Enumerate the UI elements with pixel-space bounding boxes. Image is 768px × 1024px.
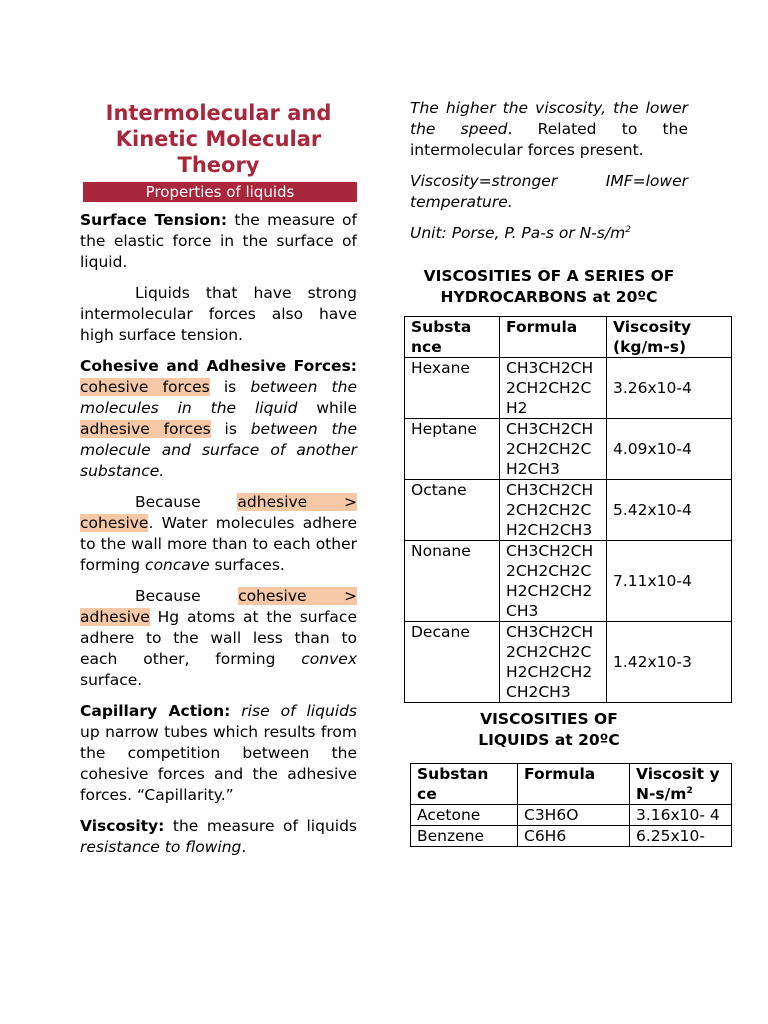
text-fragment: up narrow tubes which results from the competition between the cohesive forces and the adhesive forces. “Capillarity.” [80,723,357,804]
capillary-def: rise of liquids [230,702,357,720]
hydrocarbons-table [404,316,732,703]
concave-term: concave [145,556,210,574]
text-fragment: while [297,399,358,417]
cell-substance: Nonane [405,541,500,622]
resistance-term: resistance to flowing [80,838,242,856]
cell-substance: Acetone [411,805,518,826]
cell-substance: Decane [405,622,500,703]
table-row [405,358,732,419]
cell-viscosity: 3.16x10- 4 [630,805,732,826]
table-row [405,541,732,622]
adhesive-def: between the molecule and surface of another substance. [80,420,357,480]
column-header-substance: Substan ce [411,764,518,805]
cohesive-def: between the molecules in the liquid [80,378,357,417]
cell-substance: Heptane [405,419,500,480]
text-fragment: Unit: Porse, P. Pa-s or N-s/m [410,224,626,242]
column-header-substance: Substa nce [405,317,500,358]
cell-viscosity: 5.42x10-4 [607,480,732,541]
higher-viscosity-paragraph [410,98,688,161]
table-header-row [411,764,732,805]
cohesive-adhesive-paragraph [80,356,357,482]
text-fragment: Because [135,493,238,511]
cell-viscosity: 4.09x10-4 [607,419,732,480]
text-fragment: Viscosit y N-s/m [636,765,720,803]
unit-line [410,223,688,244]
cell-viscosity: 3.26x10-4 [607,358,732,419]
table-row [405,622,732,703]
left-column [80,100,357,868]
cell-formula: C3H6O [518,805,630,826]
surface-tension-term: Surface Tension: [80,211,228,229]
table-row [405,419,732,480]
cell-substance: Benzene [411,826,518,847]
cell-viscosity: 6.25x10- [630,826,732,847]
text-fragment: the measure of liquids [164,817,357,835]
viscosity-equation [410,171,688,213]
column-header-formula: Formula [518,764,630,805]
convex-term: convex [301,650,357,668]
section-banner: Properties of liquids [83,182,357,202]
because-cohesive-paragraph [80,586,357,691]
viscosity-term: Viscosity: [80,817,165,835]
text-fragment: Hg atoms at the surface adhere to the wall less than to each other, forming [80,608,357,668]
text-fragment: . [241,838,247,856]
cohesive-gt-adhesive-highlight: cohesive > adhesive [80,587,357,626]
surface-tension-paragraph [80,210,357,273]
text-fragment: surface. [80,671,143,689]
table-row [405,480,732,541]
text-fragment: . Related to the intermolecular forces present. [410,120,688,159]
strong-imf-paragraph: Liquids that have strong intermolecular forces also have high surface tension. [80,284,357,344]
adhesive-forces-highlight: adhesive forces [80,420,211,438]
capillary-paragraph [80,701,357,806]
adhesive-gt-cohesive-highlight: adhesive > cohesive [80,493,357,532]
cell-viscosity: 1.42x10-3 [607,622,732,703]
cell-formula: CH3CH2CH 2CH2CH2C H2CH2CH2 CH2CH3 [500,622,607,703]
viscosity-paragraph [80,816,357,858]
column-header-viscosity [630,764,732,805]
because-adhesive-paragraph [80,492,357,576]
text-fragment: Because [135,587,239,605]
capillary-term: Capillary Action: [80,702,231,720]
superscript: 2 [686,785,693,796]
equation-text: Viscosity=stronger IMF=lower temperature. [410,172,688,211]
cell-viscosity: 7.11x10-4 [607,541,732,622]
superscript: 2 [625,224,631,235]
right-column [410,98,720,847]
cohesive-adhesive-term: Cohesive and Adhesive Forces: [80,357,357,375]
column-header-formula: Formula [500,317,607,358]
liquids-table-heading: VISCOSITIES OF LIQUIDS at 20ºC [478,710,620,749]
hydrocarbons-table-heading: VISCOSITIES OF A SERIES OF HYDROCARBONS at 20ºC [423,267,675,306]
table-row [411,826,732,847]
column-header-viscosity: Viscosity (kg/m-s) [607,317,732,358]
text-fragment: is [209,378,251,396]
surface-tension-def: the measure of the elastic force in the surface of liquid. [80,211,357,271]
higher-viscosity-statement: The higher the viscosity, the lower the speed [410,99,688,138]
cell-formula: CH3CH2CH 2CH2CH2C H2CH2CH2 CH3 [500,541,607,622]
cell-formula: CH3CH2CH 2CH2CH2C H2CH2CH3 [500,480,607,541]
unit-text [410,224,631,242]
cell-substance: Hexane [405,358,500,419]
table-row [411,805,732,826]
text-fragment: is [210,420,251,438]
cohesive-forces-highlight: cohesive forces [80,378,210,396]
cell-formula: CH3CH2CH 2CH2CH2C H2CH3 [500,419,607,480]
cell-substance: Octane [405,480,500,541]
liquids-table [410,763,732,847]
page-title: Intermolecular and Kinetic Molecular Theory [105,101,332,177]
table-header-row [405,317,732,358]
text-fragment: . Water molecules adhere to the wall more than to each other forming [80,514,357,574]
text-fragment: surfaces. [209,556,285,574]
cell-formula: CH3CH2CH 2CH2CH2C H2 [500,358,607,419]
cell-formula: C6H6 [518,826,630,847]
